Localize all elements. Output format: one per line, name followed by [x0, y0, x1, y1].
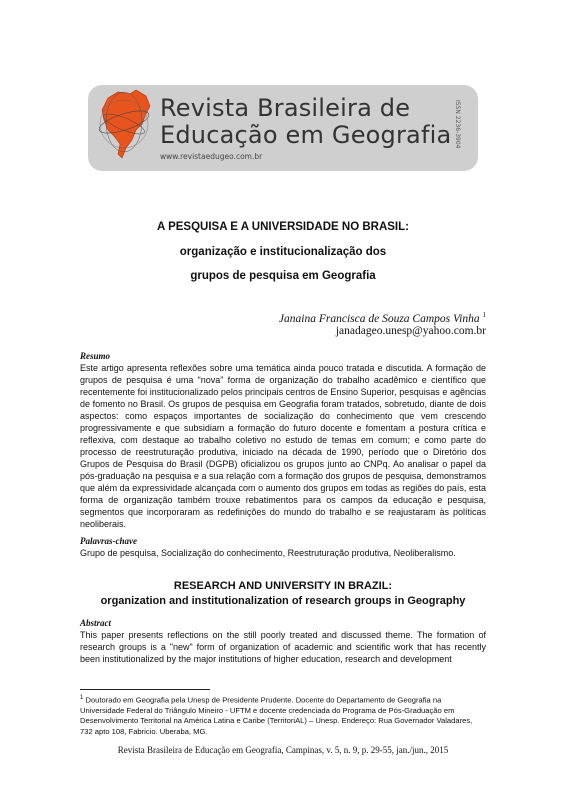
- resumo-text: Este artigo apresenta reflexões sobre uma temática ainda pouco tratada e discutida. A formação de grupos de pesquisa é uma “nova” forma de organização do trabalho acadêmico e científico que recentemente foi institucionalizado pelos principais centros de Ensino Superior, pesquisas e agências de fomento no Brasil. Os grupos de pesquisa em Geografia foram tratados, sobretudo, diante de dois aspectos: como espaços importantes de socialização do conhecimento que vem crescendo progressivamente e que subsidiam a formação do futuro docente e fomentam a postura crítica e reflexiva, com destaque ao trabalho coletivo no estudo de temas em comum; e como parte do processo de reestruturação produtiva, iniciado na década de 1990, período que o Diretório dos Grupos de Pesquisa do Brasil (DGPB) oficializou os grupos junto ao CNPq. Ao analisar o papel da pós-graduação na pesquisa e a sua relação com a formação dos grupos de pesquisa, demonstramos que além da expressividade alcançada com o aumento dos grupos em todas as regiões do país, esta forma de organização também trouxe rebatimentos para os campos da educação e pesquisa, segmentos que incorporaram as redefinições do mundo do trabalho e se reajustaram às políticas neoliberais.: [80, 363, 486, 529]
- author-footnote-mark: 1: [482, 311, 486, 319]
- resumo-label: Resumo: [80, 351, 111, 361]
- footnote-divider: [80, 689, 210, 690]
- brazil-map-logo-icon: [96, 84, 156, 164]
- keywords-label: Palavras-chave: [80, 536, 137, 546]
- abstract-text: This paper presents reflections on the still poorly treated and discussed theme. The formation of research groups is a "new" form of organization of academic and scientific work that has recently been institutionalized by the major institutions of higher education, research and development: [80, 630, 486, 664]
- issn-label: ISSN 2236-3904: [454, 100, 461, 149]
- journal-url: www.revistaedugeo.com.br: [160, 152, 263, 161]
- footnote: [80, 693, 486, 737]
- page-footer-citation: Revista Brasileira de Educação em Geografia, Campinas, v. 5, n. 9, p. 29-55, jan./jun., 2015: [117, 745, 449, 755]
- footnote-text: Doutorado em Geografia pela Unesp de Presidente Prudente. Docente do Departamento de Geografia na Universidade Federal do Triângulo Mineiro - UFTM e docente credenciada do Programa de Pós-Graduação em Desenvolvimento Territorial na América Latina e Caribe (TerritoriAL) – Unesp. Endereço: Rua Governador Valadares, 732 apto 108, Fabricio. Uberaba, MG.: [80, 695, 473, 736]
- article-title-line3: grupos de pesquisa em Geografia: [190, 270, 376, 282]
- author-name: [279, 311, 486, 325]
- abstract-label: Abstract: [80, 618, 112, 628]
- english-title-line1: RESEARCH AND UNIVERSITY IN BRAZIL:: [173, 580, 393, 592]
- footnote-mark: 1: [80, 695, 84, 701]
- article-title-line1: A PESQUISA E A UNIVERSIDADE NO BRASIL:: [157, 221, 409, 233]
- author-name-text: Janaina Francisca de Souza Campos Vinha: [278, 312, 480, 325]
- english-title-line2: organization and institutionalization of research groups in Geography: [100, 595, 466, 607]
- journal-name-line2: Educação em Geografia: [160, 121, 452, 149]
- author-email: janadageo.unesp@yahoo.com.br: [335, 325, 486, 337]
- article-title-line2: organização e institucionalização dos: [179, 246, 387, 258]
- journal-name: [160, 95, 451, 149]
- keywords-text: Grupo de pesquisa, Socialização do conhecimento, Reestruturação produtiva, Neoliberalismo.: [80, 548, 456, 558]
- journal-name-line1: Revista Brasileira de: [160, 94, 411, 122]
